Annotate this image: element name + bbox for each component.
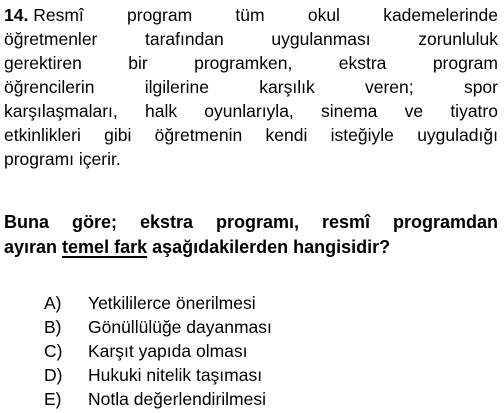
stem-line-2 — [4, 27, 498, 51]
stem-word: gerektiren — [4, 53, 82, 73]
question-prompt — [4, 210, 498, 260]
prompt-word: ekstra — [139, 212, 193, 232]
stem-word: program — [432, 53, 498, 73]
prompt-word: resmî — [321, 212, 370, 232]
option-text: Notla değerlendirilmesi — [88, 389, 266, 409]
stem-word: gibi — [104, 125, 132, 145]
stem-word: uygulanması — [271, 29, 371, 49]
stem-word: karşılık — [259, 77, 315, 97]
option-e[interactable] — [44, 387, 272, 411]
option-letter: C) — [44, 341, 63, 361]
prompt-word: göre; — [71, 212, 117, 232]
stem-word: uyguladığı — [417, 125, 498, 145]
stem-word: bir — [128, 53, 148, 73]
stem-word: kendi — [265, 125, 308, 145]
stem-word: spor — [463, 77, 498, 97]
option-a[interactable] — [44, 291, 272, 315]
stem-word: içerir. — [78, 149, 121, 169]
option-b[interactable] — [44, 315, 272, 339]
stem-word: tüm — [235, 5, 265, 25]
stem-word: kademelerinde — [383, 5, 498, 25]
stem-line-4 — [4, 75, 498, 99]
stem-word: etkinlikleri — [4, 125, 81, 145]
option-letter: B) — [44, 317, 62, 337]
option-letter: A) — [44, 293, 62, 313]
stem-line-1 — [4, 3, 498, 27]
option-text: Karşıt yapıda olması — [88, 341, 248, 361]
option-text: Yetkililerce önerilmesi — [88, 293, 256, 313]
stem-word: tiyatro — [450, 101, 498, 121]
stem-word: okul — [307, 5, 340, 25]
stem-line-5 — [4, 99, 498, 123]
prompt-line-2 — [4, 235, 498, 260]
option-text: Gönüllülüğe dayanması — [88, 317, 272, 337]
stem-word: oyunlarıyla, — [204, 101, 294, 121]
stem-word: öğrencilerin — [4, 77, 95, 97]
stem-word: zorunluluk — [418, 29, 498, 49]
stem-word: programken, — [194, 53, 293, 73]
stem-word: tarafından — [144, 29, 224, 49]
stem-word: Resmî — [33, 5, 84, 25]
question-stem — [4, 3, 498, 171]
stem-word: programı — [4, 149, 75, 169]
stem-word: öğretmenin — [154, 125, 243, 145]
stem-line-6 — [4, 123, 498, 147]
option-c[interactable] — [44, 339, 272, 363]
option-d[interactable] — [44, 363, 272, 387]
stem-word: ekstra — [338, 53, 387, 73]
option-letter: E) — [44, 389, 62, 409]
option-letter: D) — [44, 365, 63, 385]
prompt-text-before: ayıran — [4, 237, 63, 257]
prompt-underlined-phrase: temel fark — [62, 237, 148, 257]
option-text: Hukuki nitelik taşıması — [88, 365, 263, 385]
stem-word: öğretmenler — [4, 29, 98, 49]
prompt-text-after: aşağıdakilerden hangisidir? — [147, 237, 391, 257]
question-number-suffix: . — [23, 5, 29, 25]
prompt-line-1 — [4, 210, 498, 235]
stem-word: program — [127, 5, 193, 25]
stem-word: isteğiyle — [330, 125, 394, 145]
question-number: 14 — [4, 5, 24, 25]
stem-word: halk — [144, 101, 178, 121]
stem-line-7 — [4, 147, 498, 171]
stem-word: ve — [404, 101, 424, 121]
prompt-word: programı, — [215, 212, 299, 232]
stem-line-3 — [4, 51, 498, 75]
answer-options — [44, 291, 272, 411]
prompt-word: Buna — [4, 212, 49, 232]
prompt-word: programdan — [392, 212, 498, 232]
stem-word: ilgilerine — [144, 77, 209, 97]
stem-word: karşılaşmaları, — [4, 101, 118, 121]
stem-word: veren; — [365, 77, 414, 97]
stem-word: sinema — [321, 101, 378, 121]
